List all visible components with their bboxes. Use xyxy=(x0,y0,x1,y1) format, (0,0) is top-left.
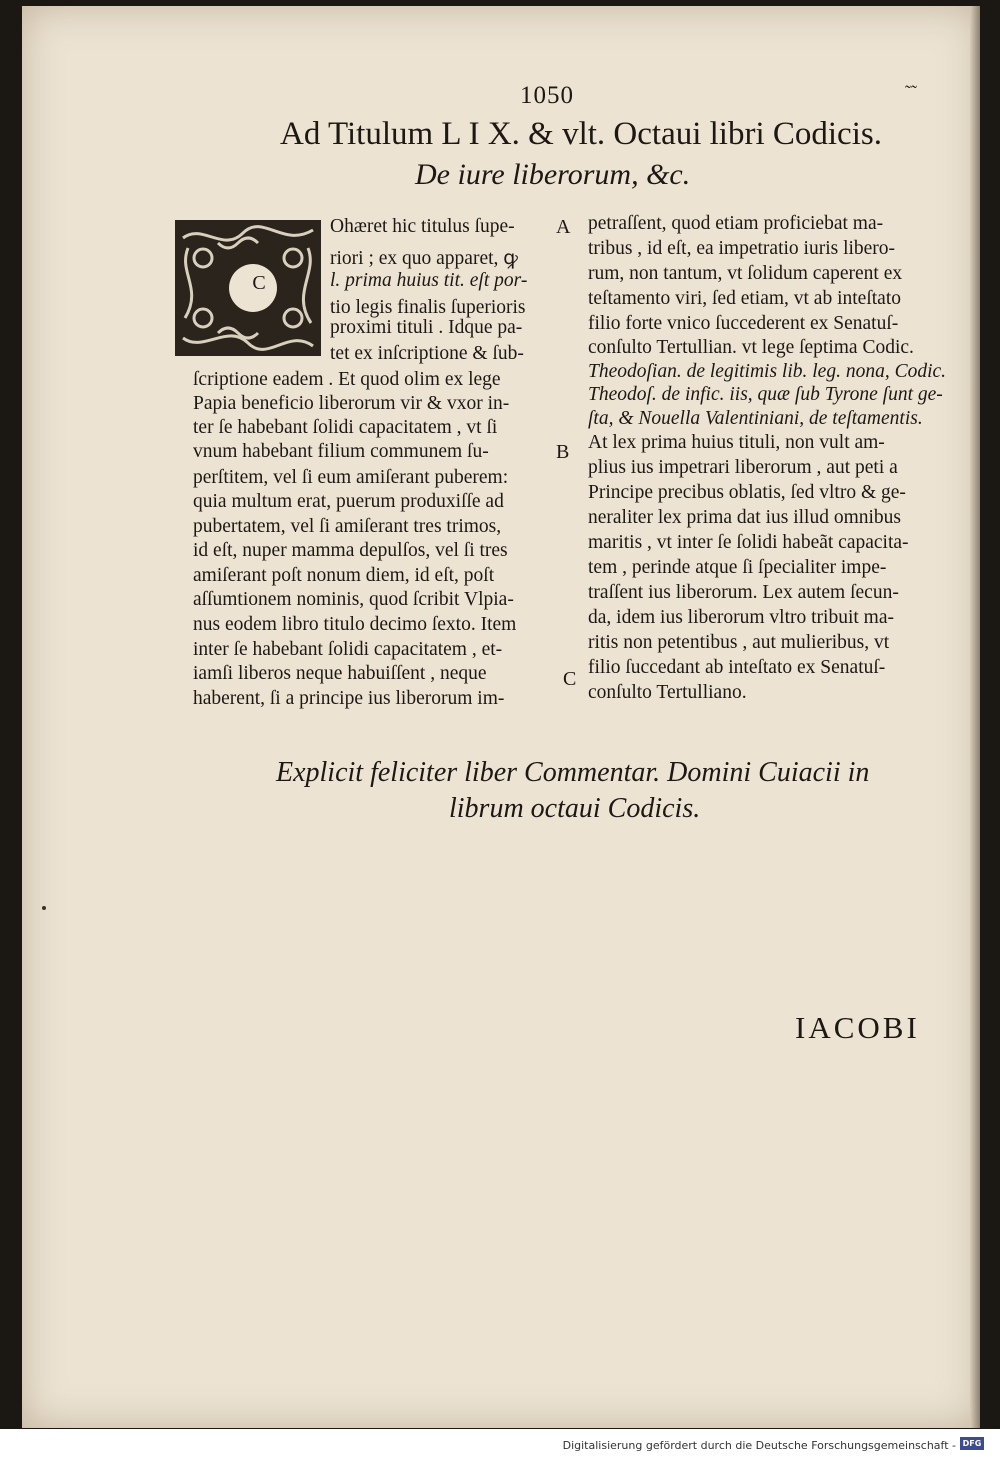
corner-mark: ˜˜ xyxy=(905,82,917,102)
page-subtitle: De iure liberorum, &c. xyxy=(415,158,691,191)
left-line: aſſumtionem nominis, quod ſcribit Vlpia- xyxy=(193,589,514,610)
left-line: Ohæret hic titulus ſupe- xyxy=(330,216,515,237)
right-line: tem , perinde atque ſi ſpecialiter impe- xyxy=(588,557,887,578)
explicit-line-2: librum octaui Codicis. xyxy=(449,793,701,824)
right-line: Theodoſ. de infic. iis, quæ ſub Tyrone ſunt ge- xyxy=(588,384,943,405)
right-line: traſſent ius liberorum. Lex autem ſecun- xyxy=(588,582,899,603)
explicit-line-1: Explicit feliciter liber Commentar. Domini Cuiacii in xyxy=(276,757,870,788)
right-line: filio ſuccedant ab inteſtato ex Senatuſ- xyxy=(588,657,886,678)
right-line: ſta, & Nouella Valentiniani, de teſtamentis. xyxy=(588,408,923,429)
right-line: teſtamento viri, ſed etiam, vt ab inteſtato xyxy=(588,288,901,309)
right-line: Theodoſian. de legitimis lib. leg. nona, Codic. xyxy=(588,361,947,382)
right-line: At lex prima huius tituli, non vult am- xyxy=(588,432,885,453)
right-line: plius ius impetrari liberorum , aut peti a xyxy=(588,457,898,478)
page-number: 1050 xyxy=(520,82,574,109)
left-line: ter ſe habebant ſolidi capacitatem , vt ſi xyxy=(193,417,498,438)
right-line: conſulto Tertullian. vt lege ſeptima Codic. xyxy=(588,337,914,358)
ink-speck xyxy=(42,906,46,910)
right-line: filio forte vnico ſuccederent ex Senatuſ- xyxy=(588,313,899,334)
margin-letter-c: C xyxy=(563,668,577,690)
left-line: amiſerant poſt nonum diem, id eſt, poſt xyxy=(193,565,495,586)
initial-letter: C xyxy=(252,272,266,294)
right-line: Principe precibus oblatis, ſed vltro & ge- xyxy=(588,482,906,503)
left-line: pubertatem, vel ſi amiſerant tres trimos, xyxy=(193,516,502,537)
page-edge xyxy=(970,6,980,1428)
right-line: tribus , id eſt, ea impetratio iuris libero- xyxy=(588,238,896,259)
right-line: maritis , vt inter ſe ſolidi habeãt capacita- xyxy=(588,532,909,553)
left-line: iamſi liberos neque habuiſſent , neque xyxy=(193,663,487,684)
left-line: proximi tituli . Idque pa- xyxy=(330,317,523,338)
catchword: IACOBI xyxy=(795,1010,920,1045)
left-line: vnum habebant filium communem ſu- xyxy=(193,441,489,462)
right-line: da, idem ius liberorum vltro tribuit ma- xyxy=(588,607,894,628)
right-line: conſulto Tertulliano. xyxy=(588,682,747,703)
left-line: l. prima huius tit. eſt por- xyxy=(330,270,528,291)
margin-letter-b: B xyxy=(556,441,570,463)
right-line: rum, non tantum, vt ſolidum caperent ex xyxy=(588,263,903,284)
right-line: neraliter lex prima dat ius illud omnibus xyxy=(588,507,902,528)
margin-letter-a: A xyxy=(556,216,571,238)
page-title: Ad Titulum L I X. & vlt. Octaui libri Codicis. xyxy=(280,116,882,152)
left-line: haberent, ſi a principe ius liberorum im- xyxy=(193,688,505,709)
left-line: id eſt, nuper mamma depulſos, vel ſi tres xyxy=(193,540,508,561)
left-line: inter ſe habebant ſolidi capacitatem , et- xyxy=(193,639,503,660)
right-line: ritis non petentibus , aut mulieribus, vt xyxy=(588,632,890,653)
dfg-logo: DFG xyxy=(960,1437,984,1450)
left-line: ſcriptione eadem . Et quod olim ex lege xyxy=(193,369,501,390)
left-line: Papia beneficio liberorum vir & vxor in- xyxy=(193,393,510,414)
right-line: petraſſent, quod etiam proficiebat ma- xyxy=(588,213,884,234)
left-line: quia multum erat, puerum produxiſſe ad xyxy=(193,491,504,512)
left-line: perſtitem, vel ſi eum amiſerant puberem: xyxy=(193,467,509,488)
left-line: nus eodem libro titulo decimo ſexto. Item xyxy=(193,614,517,635)
left-line: tet ex inſcriptione & ſub- xyxy=(330,343,524,364)
left-line: tio legis finalis ſuperioris xyxy=(330,297,526,318)
footer-credit: Digitalisierung gefördert durch die Deutsche Forschungsgemeinschaft - xyxy=(562,1439,956,1452)
left-line: riori ; ex quo apparet, ꝙ xyxy=(330,248,518,269)
